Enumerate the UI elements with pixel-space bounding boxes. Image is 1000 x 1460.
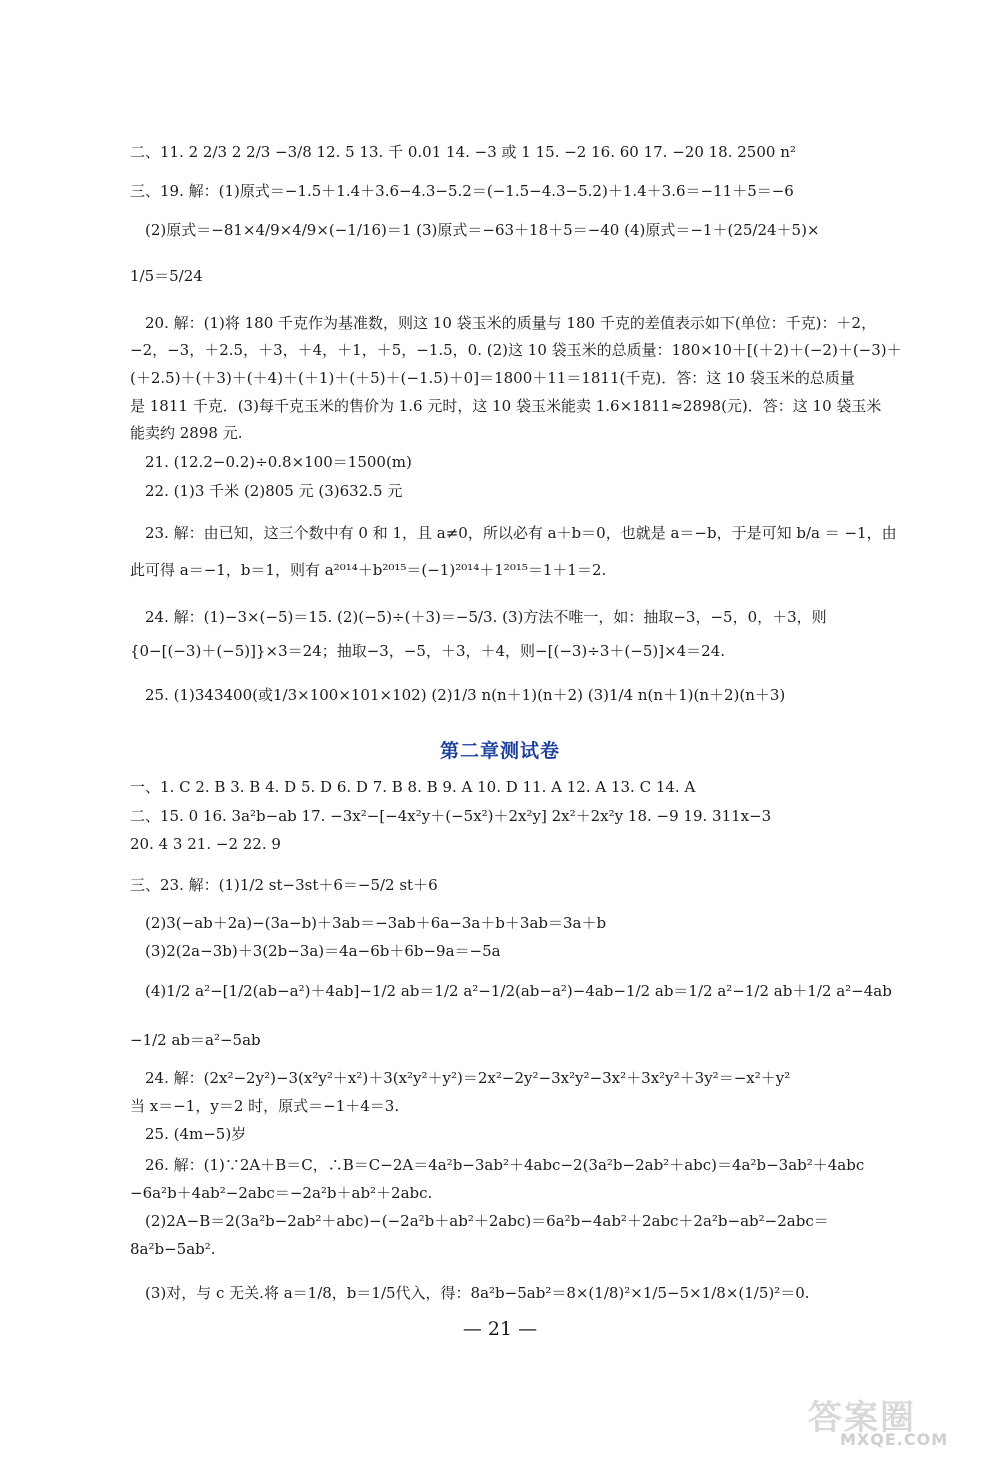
line-32: (3)对，与 c 无关.将 a＝1/8，b＝1/5代入，得：8a²b−5ab²＝8×(1/8)²×1/5−5×1/8×(1/5)²＝0. <box>145 1284 810 1302</box>
line-24: −1/2 ab＝a²−5ab <box>130 1031 261 1049</box>
line-14: 24. 解：(1)−3×(−5)＝15. (2)(−5)÷(＋3)＝−5/3. (3)方法不唯一，如：抽取−3，−5，0，＋3，则 <box>145 608 827 626</box>
line-10: 21. (12.2−0.2)÷0.8×100＝1500(m) <box>145 453 412 471</box>
line-2: 三、19. 解：(1)原式＝−1.5＋1.4＋3.6−4.3−5.2＝(−1.5−4.3−5.2)＋1.4＋3.6＝−11＋5＝−6 <box>130 182 794 200</box>
line-5: 20. 解：(1)将 180 千克作为基准数，则这 10 袋玉米的质量与 180 千克的差值表示如下(单位：千克)：＋2， <box>145 314 877 332</box>
line-4: 1/5＝5/24 <box>130 267 203 285</box>
line-1: 二、11. 2 2/3 2 2/3 −3/8 12. 5 13. 千 0.01 14. −3 或 1 15. −2 16. 60 17. −20 18. 2500 n² <box>130 143 796 161</box>
line-30: (2)2A−B＝2(3a²b−2ab²＋abc)−(−2a²b＋ab²＋2abc)＝6a²b−4ab²＋2abc＋2a²b−ab²−2abc＝ <box>145 1212 829 1230</box>
line-21: (2)3(−ab＋2a)−(3a−b)＋3ab＝−3ab＋6a−3a＋b＋3ab＝3a＋b <box>145 914 607 932</box>
line-22: (3)2(2a−3b)＋3(2b−3a)＝4a−6b＋6b−9a＝−5a <box>145 942 501 960</box>
line-20: 三、23. 解：(1)1/2 st−3st＋6＝−5/2 st＋6 <box>130 876 438 894</box>
line-31: 8a²b−5ab². <box>130 1240 216 1258</box>
line-12: 23. 解：由已知，这三个数中有 0 和 1，且 a≠0，所以必有 a＋b＝0，也就是 a＝−b，于是可知 b/a ＝ −1，由 <box>145 524 897 542</box>
line-15: {0−[(−3)＋(−5)]}×3＝24；抽取−3，−5，＋3，＋4，则−[(−3)÷3＋(−5)]×4＝24. <box>130 642 726 660</box>
line-25: 24. 解：(2x²−2y²)−3(x²y²＋x²)＋3(x²y²＋y²)＝2x²−2y²−3x²y²−3x²＋3x²y²＋3y²＝−x²＋y² <box>145 1069 791 1087</box>
line-16: 25. (1)343400(或1/3×100×101×102) (2)1/3 n(n＋1)(n＋2) (3)1/4 n(n＋1)(n＋2)(n＋3) <box>145 686 786 704</box>
line-19: 20. 4 3 21. −2 22. 9 <box>130 835 281 853</box>
line-18: 二、15. 0 16. 3a²b−ab 17. −3x²−[−4x²y＋(−5x²)＋2x²y] 2x²＋2x²y 18. −9 19. 311x−3 <box>130 807 772 825</box>
line-9: 能卖约 2898 元. <box>130 424 243 442</box>
line-29: −6a²b＋4ab²−2abc＝−2a²b＋ab²＋2abc. <box>130 1184 433 1202</box>
line-23: (4)1/2 a²−[1/2(ab−a²)＋4ab]−1/2 ab＝1/2 a²−1/2(ab−a²)−4ab−1/2 ab＝1/2 a²−1/2 ab＋1/2 a²−4ab <box>145 982 892 1000</box>
line-8: 是 1811 千克．(3)每千克玉米的售价为 1.6 元时，这 10 袋玉米能卖 1.6×1811≈2898(元)．答：这 10 袋玉米 <box>130 397 882 415</box>
watermark-url: MXQE.COM <box>840 1430 949 1449</box>
watermark-logo: 答案圈 <box>808 1398 916 1438</box>
line-3: (2)原式＝−81×4/9×4/9×(−1/16)＝1 (3)原式＝−63＋18＋5＝−40 (4)原式＝−1＋(25/24＋5)× <box>145 221 820 239</box>
watermark <box>800 1390 980 1450</box>
section-title: 第二章测试卷 <box>439 740 560 762</box>
line-7: (＋2.5)＋(＋3)＋(＋4)＋(＋1)＋(＋5)＋(−1.5)＋0]＝1800＋11＝1811(千克)．答：这 10 袋玉米的总质量 <box>130 369 855 387</box>
line-27: 25. (4m−5)岁 <box>145 1125 247 1143</box>
line-11: 22. (1)3 千米 (2)805 元 (3)632.5 元 <box>145 482 403 500</box>
line-17: 一、1. C 2. B 3. B 4. D 5. D 6. D 7. B 8. B 9. A 10. D 11. A 12. A 13. C 14. A <box>130 778 696 796</box>
line-13: 此可得 a＝−1，b＝1，则有 a²⁰¹⁴＋b²⁰¹⁵＝(−1)²⁰¹⁴＋1²⁰¹⁵＝1＋1＝2. <box>130 561 607 579</box>
line-6: −2，−3，＋2.5，＋3，＋4，＋1，＋5，−1.5，0. (2)这 10 袋玉米的总质量：180×10＋[(＋2)＋(−2)＋(−3)＋ <box>130 341 902 359</box>
page-number: — 21 — <box>462 1318 538 1340</box>
line-28: 26. 解：(1)∵2A＋B＝C，∴B＝C−2A＝4a²b−3ab²＋4abc−2(3a²b−2ab²＋abc)＝4a²b−3ab²＋4abc <box>145 1156 865 1174</box>
line-26: 当 x＝−1，y＝2 时，原式＝−1＋4＝3. <box>130 1097 400 1115</box>
